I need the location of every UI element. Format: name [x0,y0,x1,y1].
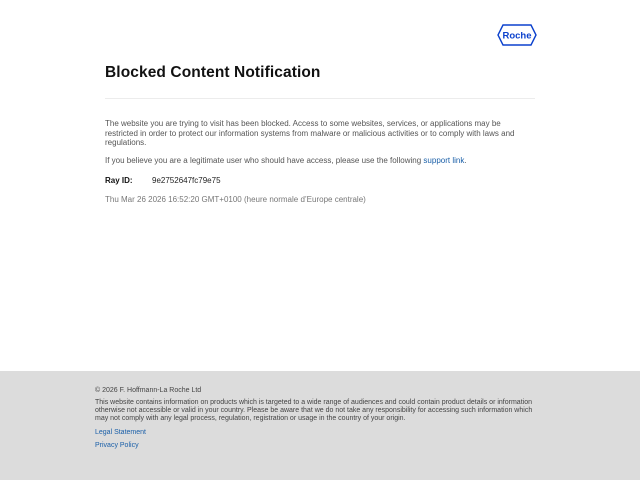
support-message-suffix: . [464,156,467,165]
page-title: Blocked Content Notification [105,64,321,81]
footer [0,371,640,480]
blocked-message: The website you are trying to visit has been blocked. Access to some websites, services, or applications may be restricted in order to protect our information systems from malware or malicious activities or to comply with laws and regulations. [105,119,515,147]
copyright-text: © 2026 F. Hoffmann-La Roche Ltd [95,387,202,394]
timestamp: Thu Mar 26 2026 16:52:20 GMT+0100 (heure normale d’Europe centrale) [105,195,366,204]
roche-logo-icon [497,24,537,46]
legal-statement-link[interactable]: Legal Statement [95,429,146,436]
disclaimer-text: This website contains information on products which is targeted to a wide range of audiences and could contain product details or information otherwise not accessible or valid in your country. Please be aware that we do not take any responsibility for accessing such information which may not comply with any legal process, regulation, registration or usage in the country of your origin. [95,399,533,422]
support-message [105,156,535,166]
roche-logo-text: Roche [502,30,532,42]
ray-id-label: Ray ID: [105,176,133,185]
roche-logo [497,24,537,46]
support-message-prefix: If you believe you are a legitimate user who should have access, please use the following [105,156,424,165]
ray-id-row [105,176,221,186]
privacy-policy-link[interactable]: Privacy Policy [95,442,139,449]
title-divider [105,98,535,99]
ray-id-value: 9e2752647fc79e75 [152,176,221,185]
support-link[interactable]: support link [423,156,465,165]
